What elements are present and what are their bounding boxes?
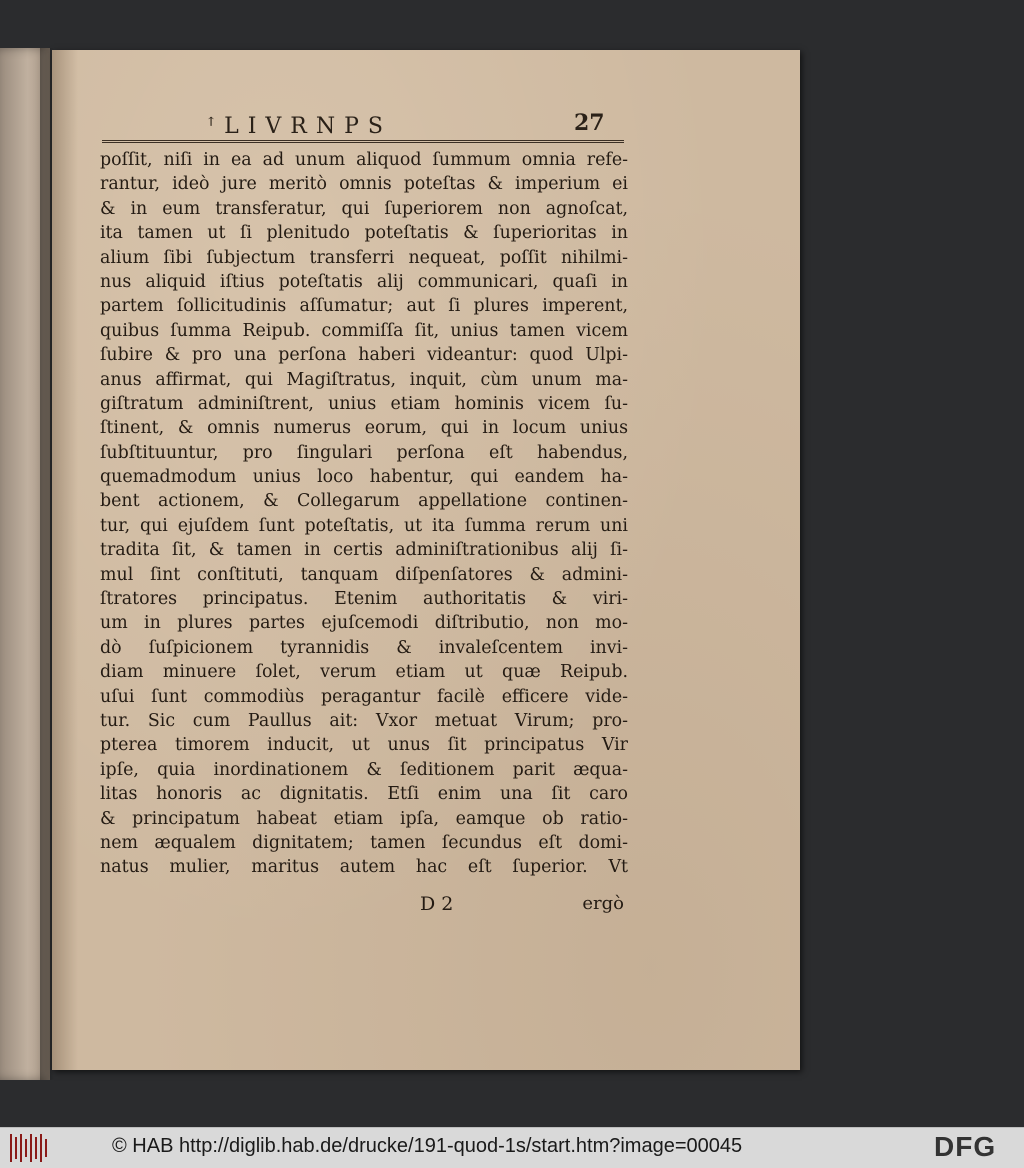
text-line: tur. Sic cum Paullus ait: Vxor metuat Virum; pro- — [100, 710, 628, 731]
text-line: natus mulier, maritus autem hac eſt ſuperior. Vt — [100, 857, 628, 878]
text-line: pterea timorem inducit, ut unus ſit principatus Vir — [100, 735, 628, 756]
text-line: anus affirmat, qui Magiſtratus, inquit, cùm unum ma- — [100, 369, 628, 390]
text-line: quibus ſumma Reipub. commiſſa ſit, unius tamen vicem — [100, 320, 628, 341]
text-line: ſubſtituuntur, pro ſingulari perſona eſt habendus, — [100, 442, 628, 463]
text-line: ita tamen ut ſi plenitudo poteſtatis & ſuperioritas in — [100, 223, 628, 244]
text-line: nus aliquid iſtius poteſtatis alij communicari, quaſi in — [100, 271, 628, 292]
page-number: 27 — [574, 110, 605, 136]
text-line: litas honoris ac dignitatis. Etſi enim una ſit caro — [100, 784, 628, 805]
text-line: nem æqualem dignitatem; tamen ſecundus eſt domi- — [100, 832, 628, 853]
text-line: ſtratores principatus. Etenim authoritatis & viri- — [100, 589, 628, 610]
text-line: tur, qui ejuſdem ſunt poteſtatis, ut ita ſumma rerum uni — [100, 515, 628, 536]
text-line: uſui ſunt commodiùs peragantur facilè efficere vide- — [100, 686, 628, 707]
head-rule — [102, 140, 624, 143]
page-footer-line — [100, 893, 630, 919]
text-line: ſubire & pro una perſona haberi videantur: quod Ulpi- — [100, 345, 628, 366]
book-page — [52, 50, 800, 1070]
body-text — [100, 148, 628, 880]
text-line: quemadmodum unius loco habentur, qui eandem ha- — [100, 467, 628, 488]
text-line: bent actionem, & Collegarum appellatione continen- — [100, 491, 628, 512]
text-line: & in eum transferatur, qui ſuperiorem non agnoſcat, — [100, 198, 628, 219]
text-line: tradita ſit, & tamen in certis adminiſtrationibus alij ſi- — [100, 540, 628, 561]
credit-link[interactable]: © HAB http://diglib.hab.de/drucke/191-quod-1s/start.htm?image=00045 — [112, 1135, 743, 1157]
running-head: ꜛLIVRNPS — [207, 114, 392, 139]
hab-logo-icon — [10, 1134, 48, 1162]
text-line: poſſit, niſi in ea ad unum aliquod ſummum omnia refe- — [100, 150, 628, 170]
text-line: diam minuere ſolet, verum etiam ut quæ Reipub. — [100, 662, 628, 683]
text-line: dò ſuſpicionem tyrannidis & invaleſcentem invi- — [100, 637, 628, 658]
text-line: ſtinent, & omnis numerus eorum, qui in locum unius — [100, 418, 628, 439]
text-line: partem ſollicitudinis aſſumatur; aut ſi plures imperent, — [100, 296, 628, 317]
text-line: giſtratum adminiſtrent, unius etiam hominis vicem ſu- — [100, 393, 628, 414]
text-line: um in plures partes ejuſcemodi diſtributio, non mo- — [100, 613, 628, 634]
catchword: ergò — [582, 893, 624, 914]
signature-mark: D 2 — [420, 893, 454, 915]
dfg-logo: DFG — [934, 1131, 997, 1162]
text-line: & principatum habeat etiam ipſa, eamque ob ratio- — [100, 808, 628, 829]
footer-bar — [0, 1127, 1024, 1168]
text-line: rantur, ideò jure meritò omnis poteſtas & imperium ei — [100, 174, 628, 195]
page-gutter — [52, 50, 78, 1070]
text-line: ipſe, quia inordinationem & ſeditionem parit æqua- — [100, 759, 628, 780]
text-line: mul ſint conſtituti, tanquam diſpenſatores & admini- — [100, 564, 628, 585]
text-line: alium ſibi ſubjectum transferri nequeat, poſſit nihilmi- — [100, 247, 628, 268]
